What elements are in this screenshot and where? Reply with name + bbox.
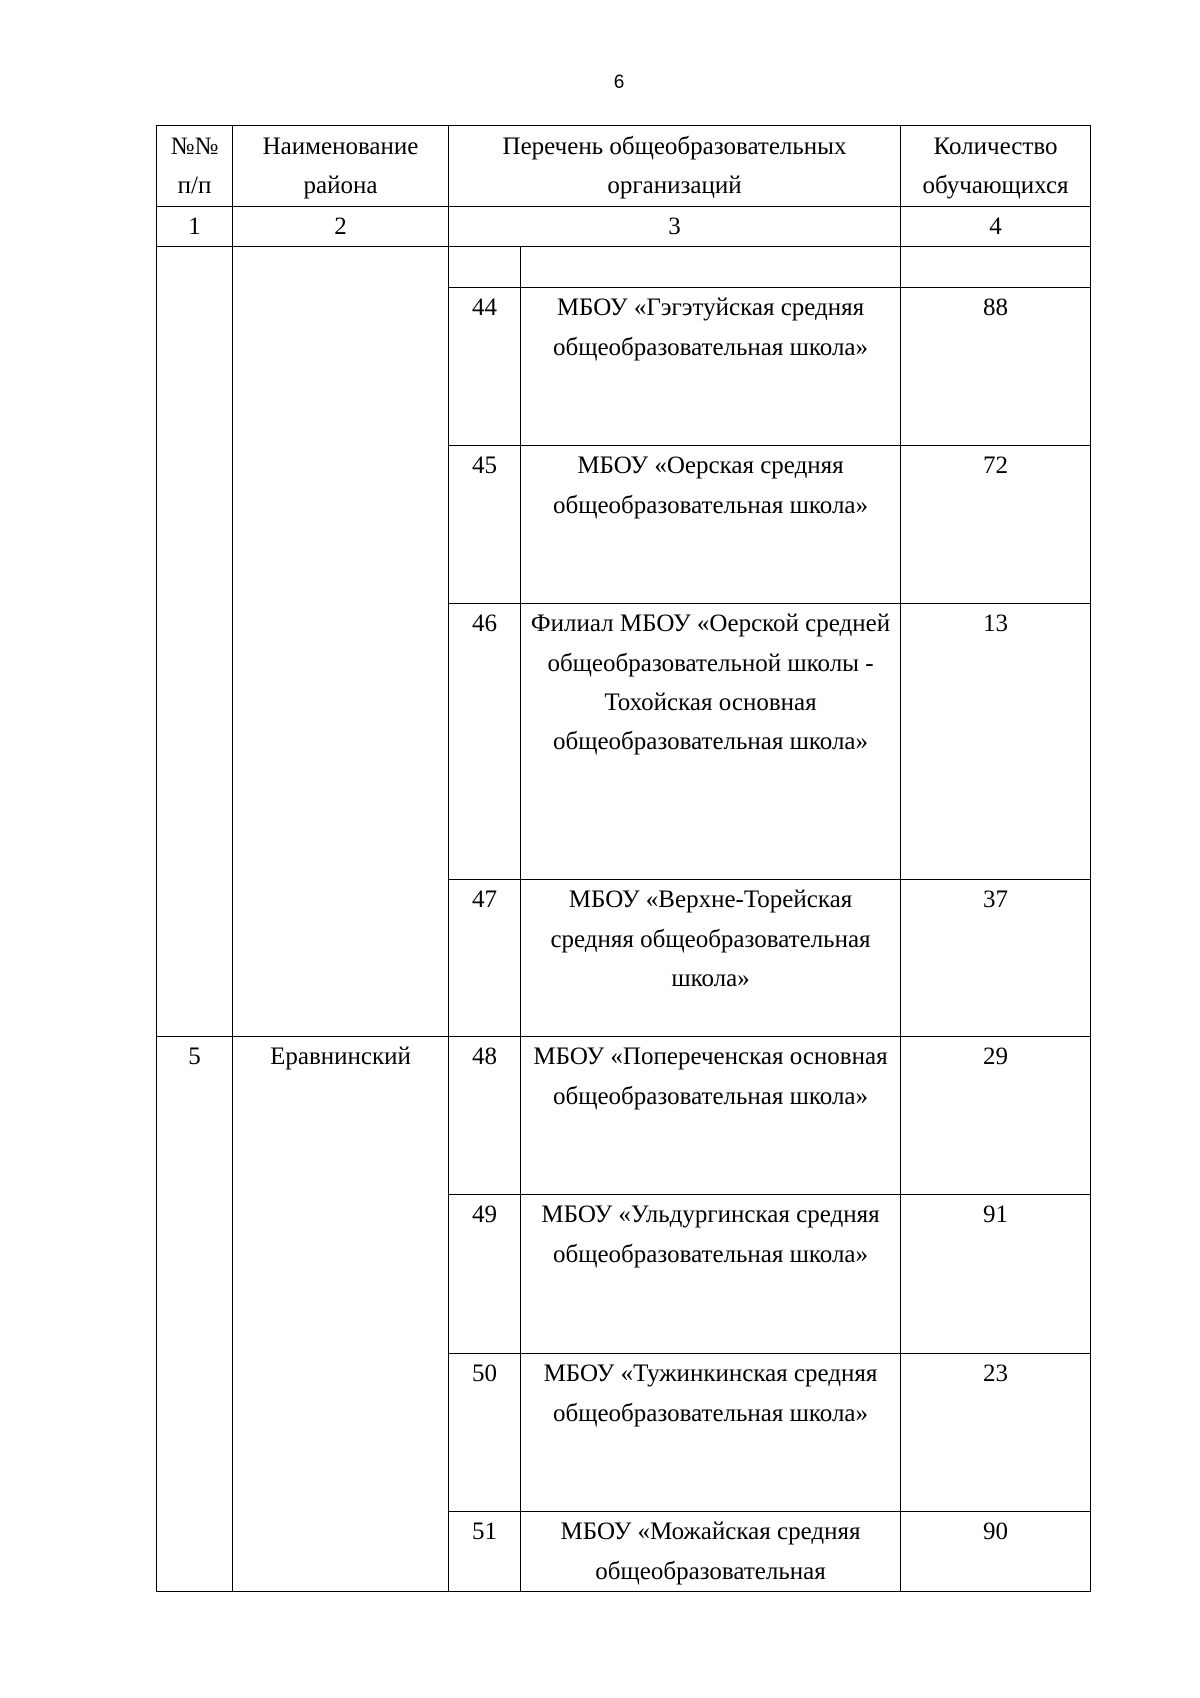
school-name: МБОУ «Оерская средняя общеобразовательная школа» bbox=[521, 446, 901, 604]
row-number: 44 bbox=[449, 288, 521, 446]
school-name: МБОУ «Попереченская основная общеобразовательная школа» bbox=[521, 1037, 901, 1195]
row-number: 47 bbox=[449, 880, 521, 1037]
table-header-row bbox=[157, 126, 1091, 207]
row-number: 48 bbox=[449, 1037, 521, 1195]
school-name: МБОУ «Тужинкинская средняя общеобразовательная школа» bbox=[521, 1354, 901, 1512]
school-name: МБОУ «Гэгэтуйская средняя общеобразовательная школа» bbox=[521, 288, 901, 446]
col-number: 2 bbox=[233, 207, 449, 247]
empty-cell bbox=[521, 247, 901, 288]
col-number: 4 bbox=[901, 207, 1091, 247]
col-number: 1 bbox=[157, 207, 233, 247]
header-count: Количество обучающихся bbox=[901, 126, 1091, 207]
header-num: №№ п/п bbox=[157, 126, 233, 207]
student-count: 29 bbox=[901, 1037, 1091, 1195]
schools-table bbox=[156, 125, 1091, 1592]
student-count: 72 bbox=[901, 446, 1091, 604]
student-count: 13 bbox=[901, 604, 1091, 880]
empty-cell bbox=[449, 247, 521, 288]
school-name: МБОУ «Можайская средняя общеобразовательная bbox=[521, 1512, 901, 1592]
row-number: 51 bbox=[449, 1512, 521, 1592]
row-number: 45 bbox=[449, 446, 521, 604]
student-count: 23 bbox=[901, 1354, 1091, 1512]
row-number: 49 bbox=[449, 1195, 521, 1354]
empty-cell bbox=[901, 247, 1091, 288]
student-count: 37 bbox=[901, 880, 1091, 1037]
district-name: Еравнинский bbox=[233, 1037, 449, 1592]
student-count: 90 bbox=[901, 1512, 1091, 1592]
table-row bbox=[157, 247, 1091, 288]
header-district: Наименование района bbox=[233, 126, 449, 207]
row-number: 50 bbox=[449, 1354, 521, 1512]
school-name: МБОУ «Верхне-Торейская средняя общеобразовательная школа» bbox=[521, 880, 901, 1037]
district-number: 5 bbox=[157, 1037, 233, 1592]
column-numbers-row bbox=[157, 207, 1091, 247]
header-orgs: Перечень общеобразовательных организаций bbox=[449, 126, 901, 207]
col-number: 3 bbox=[449, 207, 901, 247]
school-name: Филиал МБОУ «Оерской средней общеобразовательной школы - Тохойская основная общеобразовательная школа» bbox=[521, 604, 901, 880]
empty-district-cell bbox=[233, 247, 449, 1037]
school-name: МБОУ «Ульдургинская средняя общеобразовательная школа» bbox=[521, 1195, 901, 1354]
student-count: 91 bbox=[901, 1195, 1091, 1354]
row-number: 46 bbox=[449, 604, 521, 880]
page-number: 6 bbox=[613, 72, 625, 93]
student-count: 88 bbox=[901, 288, 1091, 446]
table-row bbox=[157, 1037, 1091, 1195]
empty-num-cell bbox=[157, 247, 233, 1037]
